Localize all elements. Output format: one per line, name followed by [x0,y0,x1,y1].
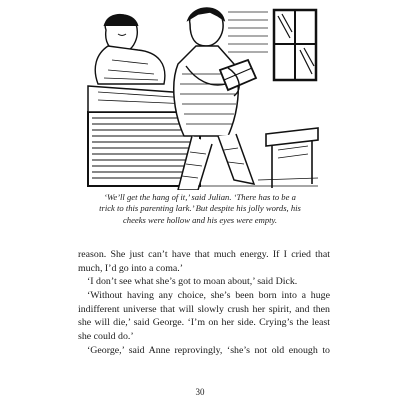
body-line: much, I’d go into a coma.’ [78,262,184,274]
caption-line: trick to this parenting lark.’ But despite his jolly words, his [99,203,301,214]
body-line: ‘Without having any choice, she’s been born into a huge [87,290,330,302]
page-number: 30 [195,387,205,397]
body-line: ‘I don’t see what she’s got to moan about,’ said Dick. [87,276,298,288]
bedroom-scene-illustration [78,4,322,190]
body-line: indifferent universe that will slowly crush her spirit, and then [78,303,330,315]
caption-line: ‘We’ll get the hang of it,’ said Julian. ‘There has to be a [104,192,296,202]
body-text [78,248,330,358]
body-line: ‘George,’ said Anne reprovingly, ‘she’s not old enough to [87,344,330,356]
caption-line: cheeks were hollow and his eyes were empty. [122,214,277,225]
body-line: reason. She just can’t have that much energy. If I cried that [78,249,330,260]
illustration [78,4,322,190]
illustration-caption [78,192,322,226]
body-line: she could do.’ [78,331,134,343]
body-line: she will die,’ said George. ‘I’m on her side. Crying’s the least [78,317,330,329]
